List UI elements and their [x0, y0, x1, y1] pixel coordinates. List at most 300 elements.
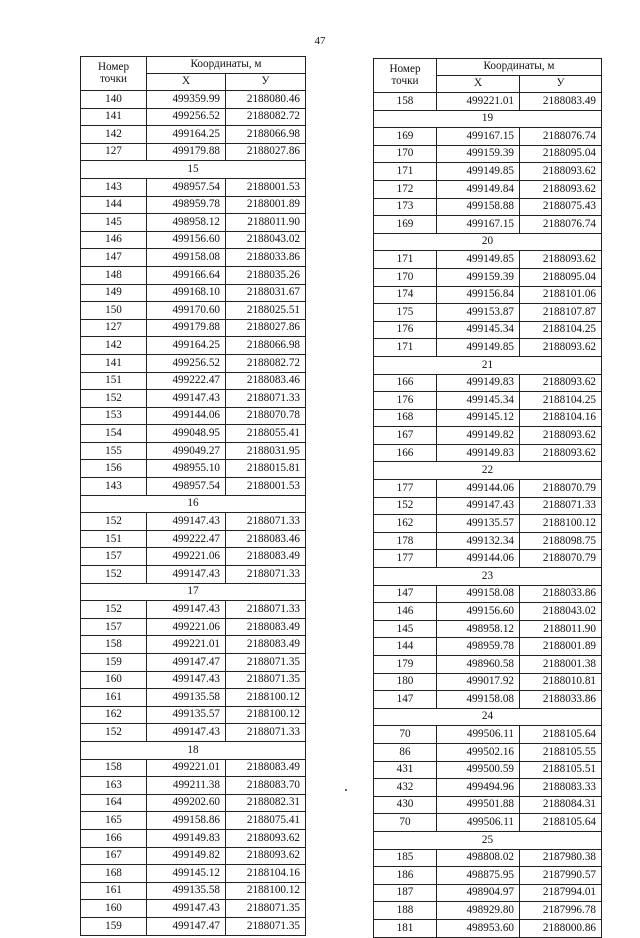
section-number: 24: [374, 708, 602, 726]
table-row: [374, 374, 602, 392]
point-number-cell: 159: [81, 654, 147, 672]
x-coordinate-cell: 499145.12: [147, 865, 226, 883]
y-coordinate-cell: 2188043.02: [226, 231, 306, 249]
point-number-cell: 165: [81, 812, 147, 830]
point-number-cell: 172: [374, 180, 437, 198]
point-number-cell: 158: [81, 636, 147, 654]
table-row: [81, 478, 306, 496]
x-coordinate-cell: 499501.88: [437, 796, 520, 814]
x-coordinate-cell: 499158.08: [437, 585, 520, 603]
x-coordinate-cell: 499166.64: [147, 266, 226, 284]
x-coordinate-cell: 498959.78: [437, 638, 520, 656]
y-column-header: У: [520, 76, 602, 93]
point-number-cell: 169: [374, 128, 437, 146]
table-row: [81, 706, 306, 724]
table-row: [81, 390, 306, 408]
y-coordinate-cell: 2188083.49: [226, 759, 306, 777]
table-row: [374, 321, 602, 339]
y-coordinate-cell: 2188107.87: [520, 304, 602, 322]
x-coordinate-cell: 499145.34: [437, 321, 520, 339]
point-number-header-line1: Номер: [389, 63, 421, 76]
page-number: 47: [314, 35, 326, 47]
table-row: [81, 777, 306, 795]
coordinates-header: Координаты, м: [437, 59, 602, 76]
y-coordinate-cell: 2188027.86: [226, 143, 306, 161]
y-coordinate-cell: 2188027.86: [226, 319, 306, 337]
point-number-cell: 149: [81, 284, 147, 302]
point-number-cell: 86: [374, 743, 437, 761]
point-number-cell: 147: [374, 585, 437, 603]
table-row: [81, 882, 306, 900]
table-row: [81, 900, 306, 918]
point-number-cell: 166: [81, 829, 147, 847]
point-number-cell: 144: [374, 638, 437, 656]
scan-speck: [345, 789, 347, 791]
y-coordinate-cell: 2188033.86: [520, 691, 602, 709]
table-row: [374, 427, 602, 445]
y-coordinate-cell: 2187990.57: [520, 867, 602, 885]
x-coordinate-cell: 499506.11: [437, 726, 520, 744]
y-coordinate-cell: 2188100.12: [226, 882, 306, 900]
table-row: [81, 407, 306, 425]
x-coordinate-cell: 499359.99: [147, 91, 226, 109]
table-row: [81, 759, 306, 777]
point-number-cell: 146: [374, 603, 437, 621]
point-number-cell: 156: [81, 460, 147, 478]
section-row: [374, 462, 602, 480]
point-number-cell: 160: [81, 900, 147, 918]
table-row: [374, 656, 602, 674]
y-coordinate-cell: 2188001.53: [226, 178, 306, 196]
x-coordinate-cell: 499222.47: [147, 530, 226, 548]
table-row: [374, 444, 602, 462]
table-row: [81, 829, 306, 847]
section-number: 15: [81, 161, 306, 179]
section-number: 22: [374, 462, 602, 480]
y-coordinate-cell: 2188100.12: [520, 515, 602, 533]
y-coordinate-cell: 2188031.67: [226, 284, 306, 302]
table-row: [81, 460, 306, 478]
table-row: [81, 636, 306, 654]
x-coordinate-cell: 499179.88: [147, 143, 226, 161]
x-coordinate-cell: 498955.10: [147, 460, 226, 478]
y-coordinate-cell: 2188001.38: [520, 656, 602, 674]
y-coordinate-cell: 2188093.62: [520, 180, 602, 198]
point-number-cell: 148: [81, 266, 147, 284]
point-number-cell: 145: [81, 214, 147, 232]
y-coordinate-cell: 2188071.33: [226, 724, 306, 742]
y-coordinate-cell: 2188100.12: [226, 689, 306, 707]
y-coordinate-cell: 2188083.33: [520, 779, 602, 797]
y-coordinate-cell: 2188076.74: [520, 216, 602, 234]
table-row: [81, 126, 306, 144]
point-number-cell: 432: [374, 779, 437, 797]
y-coordinate-cell: 2188082.31: [226, 794, 306, 812]
point-number-header-line2: точки: [99, 72, 128, 85]
y-coordinate-cell: 2188083.49: [226, 636, 306, 654]
x-column-header: X: [437, 76, 520, 93]
x-coordinate-cell: 498904.97: [437, 884, 520, 902]
x-coordinate-cell: 498957.54: [147, 478, 226, 496]
y-coordinate-cell: 2188095.04: [520, 268, 602, 286]
table-row: [374, 339, 602, 357]
y-coordinate-cell: 2188070.79: [520, 480, 602, 498]
y-coordinate-cell: 2188104.25: [520, 392, 602, 410]
x-coordinate-cell: 498959.78: [147, 196, 226, 214]
y-coordinate-cell: 2188100.12: [226, 706, 306, 724]
x-coordinate-cell: 499159.39: [437, 145, 520, 163]
y-coordinate-cell: 2188071.33: [226, 390, 306, 408]
y-coordinate-cell: 2188071.33: [226, 566, 306, 584]
table-row: [81, 671, 306, 689]
table-row: [81, 530, 306, 548]
point-number-cell: 177: [374, 480, 437, 498]
point-number-cell: 154: [81, 425, 147, 443]
x-coordinate-cell: 499147.43: [147, 390, 226, 408]
table-row: [374, 532, 602, 550]
point-number-cell: 162: [81, 706, 147, 724]
point-number-cell: 171: [374, 339, 437, 357]
table-row: [374, 902, 602, 920]
point-number-header-line1: Номер: [97, 61, 130, 74]
point-number-cell: 186: [374, 867, 437, 885]
point-number-cell: 181: [374, 919, 437, 937]
x-coordinate-cell: 498960.58: [437, 656, 520, 674]
x-coordinate-cell: 499500.59: [437, 761, 520, 779]
point-number-cell: 168: [81, 865, 147, 883]
x-coordinate-cell: 498958.12: [147, 214, 226, 232]
point-number-cell: 141: [81, 108, 147, 126]
x-coordinate-cell: 499017.92: [437, 673, 520, 691]
table-row: [81, 812, 306, 830]
table-row: [374, 550, 602, 568]
point-number-cell: 185: [374, 849, 437, 867]
y-coordinate-cell: 2187980.38: [520, 849, 602, 867]
table-row: [374, 761, 602, 779]
point-number-cell: 166: [374, 374, 437, 392]
table-row: [81, 214, 306, 232]
point-number-cell: 430: [374, 796, 437, 814]
table-row: [374, 585, 602, 603]
point-number-cell: 166: [374, 444, 437, 462]
table-row: [374, 216, 602, 234]
y-coordinate-cell: 2188080.46: [226, 91, 306, 109]
y-coordinate-cell: 2188093.62: [520, 374, 602, 392]
table-row: [374, 128, 602, 146]
table-row: [81, 284, 306, 302]
table-row: [374, 268, 602, 286]
y-coordinate-cell: 2188043.02: [520, 603, 602, 621]
point-number-cell: 147: [81, 249, 147, 267]
x-coordinate-cell: 499147.43: [147, 724, 226, 742]
y-coordinate-cell: 2188071.35: [226, 654, 306, 672]
x-coordinate-cell: 499256.52: [147, 108, 226, 126]
y-coordinate-cell: 2188093.62: [226, 829, 306, 847]
x-coordinate-cell: 499135.58: [147, 882, 226, 900]
y-coordinate-cell: 2188093.62: [520, 163, 602, 181]
point-number-cell: 179: [374, 656, 437, 674]
table-row: [81, 302, 306, 320]
table-row: [374, 919, 602, 937]
x-coordinate-cell: 499153.87: [437, 304, 520, 322]
y-coordinate-cell: 2188031.95: [226, 442, 306, 460]
point-number-cell: 431: [374, 761, 437, 779]
x-coordinate-cell: 499202.60: [147, 794, 226, 812]
point-number-cell: 152: [81, 566, 147, 584]
x-coordinate-cell: 499149.83: [437, 444, 520, 462]
y-coordinate-cell: 2188025.51: [226, 302, 306, 320]
x-coordinate-cell: 498808.02: [437, 849, 520, 867]
x-coordinate-cell: 499135.58: [147, 689, 226, 707]
point-number-cell: 187: [374, 884, 437, 902]
y-coordinate-cell: 2188015.81: [226, 460, 306, 478]
y-coordinate-cell: 2188083.49: [520, 93, 602, 111]
point-number-cell: 143: [81, 478, 147, 496]
x-coordinate-cell: 499149.82: [437, 427, 520, 445]
y-coordinate-cell: 2188104.16: [226, 865, 306, 883]
x-coordinate-cell: 499256.52: [147, 354, 226, 372]
table-row: [81, 249, 306, 267]
y-coordinate-cell: 2188071.35: [226, 671, 306, 689]
point-number-cell: 169: [374, 216, 437, 234]
point-number-cell: 176: [374, 321, 437, 339]
x-coordinate-cell: 499147.47: [147, 654, 226, 672]
section-row: [374, 356, 602, 374]
y-coordinate-cell: 2188083.49: [226, 618, 306, 636]
table-row: [374, 638, 602, 656]
section-number: 19: [374, 110, 602, 128]
y-coordinate-cell: 2188075.43: [520, 198, 602, 216]
y-coordinate-cell: 2188093.62: [520, 444, 602, 462]
y-coordinate-cell: 2188083.49: [226, 548, 306, 566]
section-row: [81, 583, 306, 601]
y-coordinate-cell: 2188001.89: [226, 196, 306, 214]
table-row: [374, 884, 602, 902]
point-number-cell: 174: [374, 286, 437, 304]
coordinates-table-right: [373, 58, 602, 938]
section-number: 16: [81, 495, 306, 513]
table-row: [81, 513, 306, 531]
x-coordinate-cell: 499147.43: [147, 671, 226, 689]
x-coordinate-cell: 499502.16: [437, 743, 520, 761]
point-number-cell: 155: [81, 442, 147, 460]
x-coordinate-cell: 499167.15: [437, 128, 520, 146]
table-row: [81, 847, 306, 865]
point-number-cell: 153: [81, 407, 147, 425]
x-coordinate-cell: 499049.27: [147, 442, 226, 460]
x-coordinate-cell: 499149.84: [437, 180, 520, 198]
y-coordinate-cell: 2188011.90: [226, 214, 306, 232]
point-number-cell: 143: [81, 178, 147, 196]
y-coordinate-cell: 2188071.35: [226, 917, 306, 935]
table-row: [374, 515, 602, 533]
point-number-cell: 180: [374, 673, 437, 691]
table-row: [81, 548, 306, 566]
y-coordinate-cell: 2188075.41: [226, 812, 306, 830]
y-coordinate-cell: 2188070.79: [520, 550, 602, 568]
table-row: [81, 724, 306, 742]
point-number-cell: 127: [81, 143, 147, 161]
y-coordinate-cell: 2188033.86: [520, 585, 602, 603]
point-number-header: [81, 57, 147, 91]
section-number: 17: [81, 583, 306, 601]
point-number-cell: 152: [81, 601, 147, 619]
x-coordinate-cell: 498875.95: [437, 867, 520, 885]
x-coordinate-cell: 499135.57: [437, 515, 520, 533]
table-row: [374, 145, 602, 163]
x-coordinate-cell: 499156.84: [437, 286, 520, 304]
coordinates-table-left-body: [81, 91, 306, 936]
x-coordinate-cell: 499147.47: [147, 917, 226, 935]
y-coordinate-cell: 2188083.46: [226, 530, 306, 548]
y-coordinate-cell: 2187996.78: [520, 902, 602, 920]
coordinates-table-left: [80, 56, 306, 936]
x-coordinate-cell: 499149.83: [147, 829, 226, 847]
table-row: [81, 143, 306, 161]
table-row: [374, 198, 602, 216]
table-row: [81, 91, 306, 109]
x-coordinate-cell: 498953.60: [437, 919, 520, 937]
x-coordinate-cell: 499221.01: [437, 93, 520, 111]
table-row: [374, 673, 602, 691]
x-coordinate-cell: 499147.43: [437, 497, 520, 515]
point-number-cell: 157: [81, 548, 147, 566]
y-coordinate-cell: 2188084.31: [520, 796, 602, 814]
section-number: 21: [374, 356, 602, 374]
x-coordinate-cell: 499494.96: [437, 779, 520, 797]
x-coordinate-cell: 499164.25: [147, 126, 226, 144]
table-row: [81, 108, 306, 126]
table-row: [81, 231, 306, 249]
y-coordinate-cell: 2188093.62: [520, 251, 602, 269]
point-number-cell: 141: [81, 354, 147, 372]
x-coordinate-cell: 499170.60: [147, 302, 226, 320]
y-coordinate-cell: 2188033.86: [226, 249, 306, 267]
table-row: [81, 337, 306, 355]
x-coordinate-cell: 499144.06: [437, 480, 520, 498]
point-number-cell: 188: [374, 902, 437, 920]
section-row: [374, 708, 602, 726]
table-row: [374, 480, 602, 498]
x-coordinate-cell: 499221.01: [147, 759, 226, 777]
point-number-cell: 161: [81, 689, 147, 707]
point-number-header-line2: точки: [391, 74, 419, 87]
table-row: [374, 251, 602, 269]
point-number-cell: 173: [374, 198, 437, 216]
coordinates-table-right-body: [374, 93, 602, 938]
table-row: [374, 743, 602, 761]
table-row: [81, 442, 306, 460]
section-number: 25: [374, 831, 602, 849]
table-row: [81, 178, 306, 196]
point-number-cell: 144: [81, 196, 147, 214]
section-row: [81, 495, 306, 513]
table-row: [374, 163, 602, 181]
table-row: [374, 867, 602, 885]
x-coordinate-cell: 499149.85: [437, 163, 520, 181]
section-row: [374, 831, 602, 849]
section-row: [374, 568, 602, 586]
x-coordinate-cell: 499221.06: [147, 618, 226, 636]
x-coordinate-cell: 499158.08: [147, 249, 226, 267]
section-row: [374, 110, 602, 128]
point-number-cell: 158: [374, 93, 437, 111]
y-coordinate-cell: 2188105.64: [520, 814, 602, 832]
x-coordinate-cell: 499144.06: [437, 550, 520, 568]
x-coordinate-cell: 499145.34: [437, 392, 520, 410]
x-coordinate-cell: 499145.12: [437, 409, 520, 427]
table-row: [374, 796, 602, 814]
table-row: [81, 917, 306, 935]
table-row: [374, 849, 602, 867]
y-coordinate-cell: 2188104.16: [520, 409, 602, 427]
y-coordinate-cell: 2188071.35: [226, 900, 306, 918]
x-coordinate-cell: 499147.43: [147, 900, 226, 918]
table-row: [81, 794, 306, 812]
table-row: [81, 865, 306, 883]
y-coordinate-cell: 2188071.33: [226, 601, 306, 619]
section-number: 23: [374, 568, 602, 586]
x-coordinate-cell: 499211.38: [147, 777, 226, 795]
x-coordinate-cell: 499179.88: [147, 319, 226, 337]
y-coordinate-cell: 2188093.62: [226, 847, 306, 865]
x-coordinate-cell: 499147.43: [147, 601, 226, 619]
x-coordinate-cell: 499147.43: [147, 566, 226, 584]
coordinates-header: Координаты, м: [147, 57, 306, 74]
y-coordinate-cell: 2188011.90: [520, 620, 602, 638]
point-number-cell: 171: [374, 163, 437, 181]
point-number-cell: 161: [81, 882, 147, 900]
x-coordinate-cell: 499144.06: [147, 407, 226, 425]
point-number-cell: 70: [374, 814, 437, 832]
section-row: [81, 741, 306, 759]
table-row: [81, 618, 306, 636]
y-coordinate-cell: 2188083.46: [226, 372, 306, 390]
table-row: [374, 409, 602, 427]
table-row: [81, 354, 306, 372]
y-column-header: У: [226, 74, 306, 91]
y-coordinate-cell: 2187994.01: [520, 884, 602, 902]
point-number-cell: 175: [374, 304, 437, 322]
table-row: [374, 691, 602, 709]
x-coordinate-cell: 498957.54: [147, 178, 226, 196]
point-number-cell: 151: [81, 530, 147, 548]
y-coordinate-cell: 2188001.53: [226, 478, 306, 496]
x-coordinate-cell: 499159.39: [437, 268, 520, 286]
table-row: [374, 814, 602, 832]
table-row: [81, 425, 306, 443]
table-row: [81, 266, 306, 284]
point-number-cell: 146: [81, 231, 147, 249]
point-number-cell: 168: [374, 409, 437, 427]
x-coordinate-cell: 499158.88: [437, 198, 520, 216]
point-number-cell: 160: [81, 671, 147, 689]
y-coordinate-cell: 2188105.55: [520, 743, 602, 761]
section-row: [374, 233, 602, 251]
y-coordinate-cell: 2188105.51: [520, 761, 602, 779]
y-coordinate-cell: 2188001.89: [520, 638, 602, 656]
x-coordinate-cell: 499221.01: [147, 636, 226, 654]
y-coordinate-cell: 2188083.70: [226, 777, 306, 795]
x-coordinate-cell: 498958.12: [437, 620, 520, 638]
point-number-cell: 176: [374, 392, 437, 410]
point-number-cell: 170: [374, 145, 437, 163]
x-coordinate-cell: 499158.86: [147, 812, 226, 830]
point-number-cell: 150: [81, 302, 147, 320]
x-coordinate-cell: 499156.60: [437, 603, 520, 621]
point-number-cell: 158: [81, 759, 147, 777]
point-number-cell: 177: [374, 550, 437, 568]
